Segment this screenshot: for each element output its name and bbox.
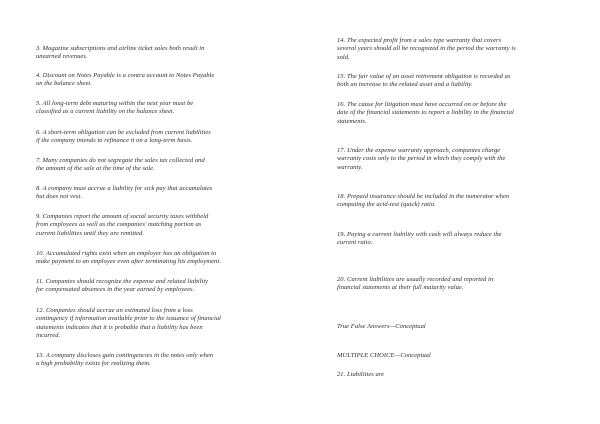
section-heading-multiple-choice: MULTIPLE CHOICE—Conceptual [337,352,431,359]
statement-8: 8. A company must accrue a liability for sick pay that accumulates but does not vest. [36,185,213,201]
statement-20: 20. Current liabilities are usually recorded and reported in financial statements at their full maturity value. [337,276,494,292]
statement-13: 13. A company discloses gain contingencies in the notes only when a high probability exists for realizing them. [36,352,214,368]
statement-11: 11. Companies should recognize the expense and related liability for compensated absences in the year earned by employees. [36,278,209,294]
statement-15: 15. The fair value of an asset retirement obligation is recorded as both an increase to the related asset and a liability. [337,73,511,89]
statement-14: 14. The expected profit from a sales type warranty that covers several years should all be recognized in the period the warranty is sold. [337,37,516,61]
statement-4: 4. Discount on Notes Payable is a contra account to Notes Payable on the balance sheet. [36,72,215,88]
statement-12: 12. Companies should accrue an estimated loss from a loss contingency if information available prior to the issuance of financial statements indicates that it is probable that a liability has been incurred. [36,307,221,340]
statement-16: 16. The cause for litigation must have occurred on or before the date of the financial statements to report a liability in the financial statements. [337,101,514,125]
statement-5: 5. All long-term debt maturing within the next year must be classified as a current liability on the balance sheet. [36,100,194,116]
statement-3: 3. Magazine subscriptions and airline ticket sales both result in unearned revenues. [36,45,205,61]
statement-6: 6. A short-term obligation can be excluded from current liabilities if the company intends to refinance it on a long-term basis. [36,129,211,145]
statement-7: 7. Many companies do not segregate the sales tax collected and the amount of the sale at the time of the sale. [36,157,205,173]
statement-9: 9. Companies report the amount of social security taxes withheld from employees as well as the companies' matching portion as current liabilities until they are remitted. [36,213,209,237]
question-21: 21. Liabilities are [337,371,385,378]
statement-10: 10. Accumulated rights exist when an employer has an obligation to make payment to an employee even after terminating his employment. [36,250,221,266]
statement-18: 18. Prepaid insurance should be included in the numerator when computing the acid-test (quick) ratio. [337,193,510,209]
section-heading-true-false-answers: True False Answers—Conceptual [337,323,426,330]
statement-19: 19. Paying a current liability with cash will always reduce the current ratio. [337,231,502,247]
statement-17: 17. Under the expense warranty approach, companies charge warranty costs only to the period in which they comply with the warranty. [337,147,506,171]
